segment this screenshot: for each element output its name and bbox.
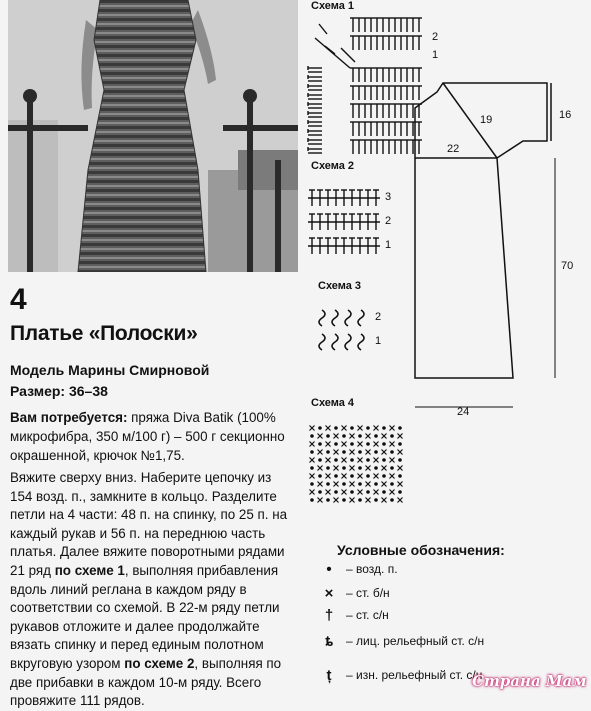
front-post-stitch-icon: ȶ xyxy=(325,632,333,650)
dress-pattern xyxy=(405,82,555,412)
half-double-crochet-icon: † xyxy=(324,606,334,624)
scheme3-row2: 2 xyxy=(375,311,382,323)
legend-title: Условные обозначения: xyxy=(337,542,505,558)
scheme3-chart xyxy=(316,306,372,358)
legend-item-sc xyxy=(318,584,390,602)
dim-hem: 24 xyxy=(457,406,470,418)
author-line: Модель Марины Смирновой xyxy=(10,362,210,378)
scheme2-chart xyxy=(308,186,380,258)
instructions-scheme1-ref: по схеме 1 xyxy=(54,562,125,578)
legend-item-hdc xyxy=(318,606,389,624)
dim-shoulder: 16 xyxy=(559,109,572,121)
legend-item-chain xyxy=(318,560,398,578)
instructions-part1: Вяжите сверху вниз. Наберите цепочку из 154 возд. п., замкните в кольцо. Разделите петли на 4 части: 48 п. на спинку, по 25 п. на каждый рукав и 56 п. на переднюю часть платья. Далее вяжите поворотными рядами 21 ряд xyxy=(10,470,288,578)
legend-item-text: – ст. с/н xyxy=(346,608,389,622)
article-title: Платье «Полоски» xyxy=(10,322,198,345)
article-number: 4 xyxy=(10,283,27,316)
site-watermark: Страна Мам xyxy=(472,672,587,690)
instructions xyxy=(10,469,292,711)
instructions-scheme2-ref: по схеме 2 xyxy=(124,655,195,671)
requirements-text: пряжа Diva Batik (100% микрофибра, 350 м/100 г) – 500 г секционно окрашенной, крючок №1,75. xyxy=(10,410,285,463)
legend-item-text: – изн. рельефный ст. с/н xyxy=(346,668,483,682)
scheme2-row1: 1 xyxy=(385,239,392,251)
back-post-stitch-icon: ț xyxy=(326,666,332,684)
single-crochet-icon: × xyxy=(324,584,334,602)
requirements xyxy=(10,408,292,465)
scheme3-title: Схема 3 xyxy=(318,280,362,292)
scheme2-row2: 2 xyxy=(385,215,392,227)
scheme3-row1: 1 xyxy=(375,335,382,347)
scheme1-title: Схема 1 xyxy=(311,0,355,12)
scheme4-title: Схема 4 xyxy=(311,397,355,409)
chain-stitch-icon: • xyxy=(326,560,332,578)
instructions-part2: , выполняя прибавления вдоль линий реглана в каждом ряду в соответствии со схемой. В 22-м ряду петли рукавов отложите и далее продолжайте вязать спинку и перед единым полотном вкруговую узором xyxy=(10,562,280,671)
scheme2-title: Схема 2 xyxy=(311,160,355,172)
dress-photo xyxy=(8,0,298,272)
legend-item-text: – возд. п. xyxy=(346,562,398,576)
dim-raglan: 19 xyxy=(480,114,493,126)
legend-item-text: – лиц. рельефный ст. с/н xyxy=(346,634,485,648)
dim-chest: 22 xyxy=(447,143,460,155)
scheme2-row3: 3 xyxy=(385,191,392,203)
scheme1-row2: 2 xyxy=(432,31,439,43)
requirements-label: Вам потребуется: xyxy=(10,410,128,425)
legend-item-text: – ст. б/н xyxy=(346,586,390,600)
dim-length: 70 xyxy=(561,260,574,272)
size-line: Размер: 36–38 xyxy=(10,383,108,399)
scheme4-chart xyxy=(308,424,404,504)
dress-photo-drawing xyxy=(8,0,298,272)
scheme1-row1: 1 xyxy=(432,49,439,61)
legend-item-front-post xyxy=(318,632,484,650)
instructions-part3: , выполняя по две прибавки в каждом 10-м ряду. Всего провяжите 111 рядов. xyxy=(10,655,282,709)
legend-item-back-post xyxy=(318,666,482,684)
